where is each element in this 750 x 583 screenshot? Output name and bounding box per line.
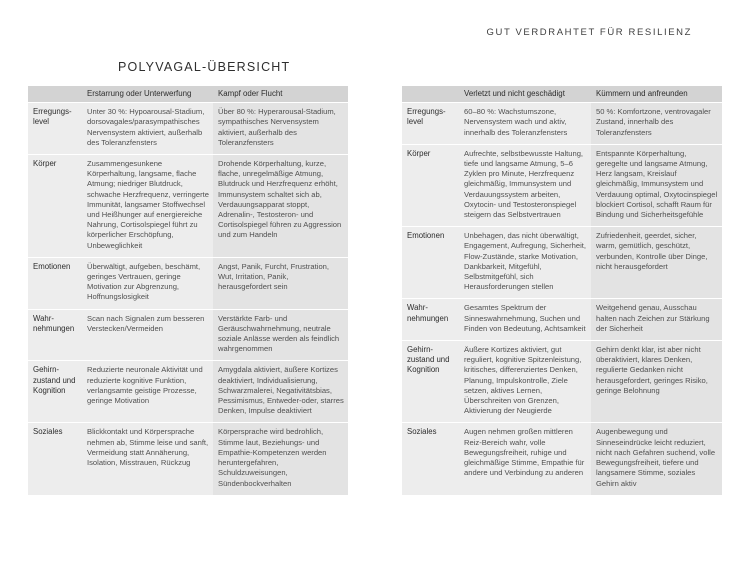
row-label: Soziales (402, 423, 459, 495)
page-title: POLYVAGAL-ÜBERSICHT (118, 60, 291, 74)
table-row (28, 423, 348, 495)
column-header-empty (402, 86, 459, 103)
table-cell: Entspannte Körperhaltung, geregelte und langsame Atmung, Herz langsam, Kreislauf gleichmäßig, Immunsystem und Verdauung optimal, Oxytocinspiegel blockiert Cortisol, schafft Raum für Bindung und Sicherheitsgefühle (591, 144, 722, 226)
column-header-tend-befriend: Kümmern und anfreunden (591, 86, 722, 103)
table-row (402, 144, 722, 226)
table-cell: Augen nehmen großen mittleren Reiz-Bereich wahr, volle Bewegungsfreiheit, ruhige und gleichmäßige Stimme, Empathie für andere und Verbindung zu anderen (459, 423, 591, 495)
table-cell: Angst, Panik, Furcht, Frustration, Wut, Irritation, Panik, herausgefordert sein (213, 257, 348, 309)
polyvagal-table-right (402, 86, 722, 496)
table-cell: 60–80 %: Wachstumszone, Nervensystem wach und aktiv, innerhalb des Toleranzfensters (459, 103, 591, 145)
table-cell: Scan nach Signalen zum besseren Verstecken/Vermeiden (82, 309, 213, 361)
column-header-freeze: Erstarrung oder Unterwerfung (82, 86, 213, 103)
table-cell: 50 %: Komfortzone, ventrovagaler Zustand, innerhalb des Toleranzfensters (591, 103, 722, 145)
table-cell: Verstärkte Farb- und Geräuschwahrnehmung, neutrale soziale Anlässe werden als feindlich wahrgenommen (213, 309, 348, 361)
table-cell: Drohende Körperhaltung, kurze, flache, unregelmäßige Atmung, Blutdruck und Herzfrequenz erhöht, Immunsystem schaltet sich ab, Verdauungsapparat stoppt, Adrenalin-, Testosteron- und Cortisolspiegel führen zu Aggression und zum Handeln (213, 155, 348, 258)
table-row (402, 423, 722, 495)
table-row (402, 103, 722, 145)
row-label: Erregungs-level (402, 103, 459, 145)
table-row (28, 103, 348, 155)
column-header-fight-flight: Kampf oder Flucht (213, 86, 348, 103)
table-cell: Unter 30 %: Hypoarousal-Stadium, dorsovagales/parasympathisches Nervensystem aktiviert, außerhalb des Toleranzfensters (82, 103, 213, 155)
column-header-empty (28, 86, 82, 103)
table-row (28, 155, 348, 258)
table-row (28, 361, 348, 423)
table-row (402, 341, 722, 423)
table-cell: Unbehagen, das nicht überwältigt, Engagement, Aufregung, Sicherheit, Flow-Zustände, starke Motivation, Dankbarkeit, Mitgefühl, Selbstmitgefühl, sich Herausforderungen stellen (459, 227, 591, 299)
table-cell: Über 80 %: Hyperarousal-Stadium, sympathisches Nervensystem aktiviert, außerhalb des Toleranzfensters (213, 103, 348, 155)
table-row (402, 299, 722, 341)
table-cell: Blickkontakt und Körpersprache nehmen ab, Stimme leise und sanft, Vermeidung statt Annäherung, Isolation, Misstrauen, Rückzug (82, 423, 213, 495)
table-header-row (28, 86, 348, 103)
table-cell: Gehirn denkt klar, ist aber nicht überaktiviert, klares Denken, regulierte Gedanken nicht herausgefordert, geringes Risiko, geringe Belohnung (591, 341, 722, 423)
row-label: Soziales (28, 423, 82, 495)
table-cell: Zufriedenheit, geerdet, sicher, warm, gemütlich, geschützt, verbunden, Kontrolle über Dinge, nicht herausgefordert (591, 227, 722, 299)
row-label: Wahr-nehmungen (28, 309, 82, 361)
polyvagal-table-left (28, 86, 348, 496)
row-label: Emotionen (28, 257, 82, 309)
table-cell: Körpersprache wird bedrohlich, Stimme laut, Beziehungs- und Empathie-Kompetenzen werden heruntergefahren, Schuldzuweisungen, Sündenbockverhalten (213, 423, 348, 495)
table-cell: Aufrechte, selbstbewusste Haltung, tiefe und langsame Atmung, 5–6 Zyklen pro Minute, Herzfrequenz gleichmäßig, Immunsystem und Verdauungssystem arbeiten, Oxytocin- und Testosteronspiegel steigern das Selbstvertrauen (459, 144, 591, 226)
table-cell: Reduzierte neuronale Aktivität und reduzierte kognitive Funktion, verlangsamte geistige Prozesse, geringe Motivation (82, 361, 213, 423)
row-label: Körper (28, 155, 82, 258)
column-header-hurt-not-harmed: Verletzt und nicht geschädigt (459, 86, 591, 103)
table-cell: Amygdala aktiviert, äußere Kortizes deaktiviert, Individualisierung, Schwarzmalerei, Negativitätsbias, Pessimismus, Entweder-oder, starres Denken, Impulse deaktiviert (213, 361, 348, 423)
running-head: GUT VERDRAHTET FÜR RESILIENZ (486, 27, 692, 38)
table-cell: Weitgehend genau, Ausschau halten nach Zeichen zur Stärkung der Sicherheit (591, 299, 722, 341)
row-label: Gehirn-zustand und Kognition (402, 341, 459, 423)
row-label: Erregungs-level (28, 103, 82, 155)
table-cell: Zusammengesunkene Körperhaltung, langsame, flache Atmung; niedriger Blutdruck, schwache Herzfrequenz, verringerte Immunität, langsamer Stoffwechsel und Heißhunger auf energiereiche Nahrung, Cortisolspiegel führt zu körperlicher Erschöpfung, Unbeweglichkeit (82, 155, 213, 258)
row-label: Emotionen (402, 227, 459, 299)
table-cell: Gesamtes Spektrum der Sinneswahrnehmung, Suchen und Finden von Bedeutung, Achtsamkeit (459, 299, 591, 341)
table-row (28, 309, 348, 361)
table-header-row (402, 86, 722, 103)
table-cell: Augenbewegung und Sinneseindrücke leicht reduziert, nicht nach Gefahren suchend, volle Bewegungsfreiheit, tiefere und langsamere Stimme, soziales Gehirn aktiv (591, 423, 722, 495)
row-label: Gehirn-zustand und Kognition (28, 361, 82, 423)
table-row (28, 257, 348, 309)
row-label: Körper (402, 144, 459, 226)
row-label: Wahr-nehmungen (402, 299, 459, 341)
table-cell: Überwältigt, aufgeben, beschämt, geringes Vertrauen, geringe Motivation zur Abgrenzung, Hoffnungslosigkeit (82, 257, 213, 309)
table-cell: Äußere Kortizes aktiviert, gut reguliert, kognitive Spitzenleistung, kritisches, differenziertes Denken, Planung, Impulskontrolle, Ziele setzen, aktives Lernen, Überschreiten von Grenzen, Aktivierung der Neugierde (459, 341, 591, 423)
table-row (402, 227, 722, 299)
